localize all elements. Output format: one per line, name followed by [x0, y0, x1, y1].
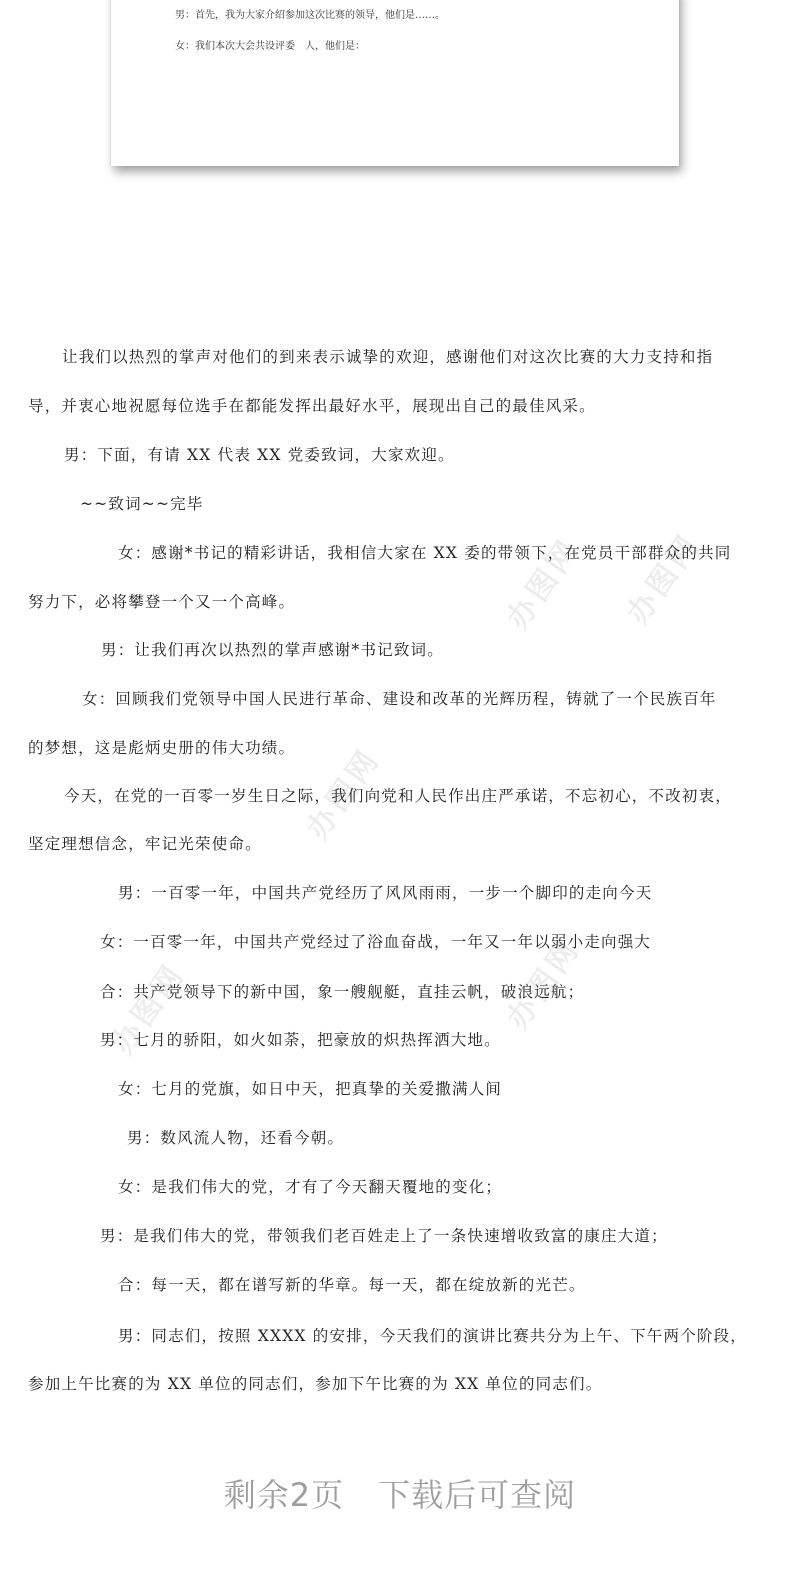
paragraph-line: 男：同志们，按照 XXXX 的安排，今天我们的演讲比赛共分为上午、下午两个阶段， [118, 1327, 747, 1345]
watermark: 办图网 [500, 932, 588, 1036]
watermark: 办图网 [105, 957, 193, 1061]
paragraph-line: 导，并衷心地祝愿每位选手在都能发挥出最好水平，展现出自己的最佳风采。 [28, 397, 596, 415]
watermark: 办图网 [620, 527, 708, 631]
paragraph-line: 女：是我们伟大的党，才有了今天翻天覆地的变化； [118, 1178, 503, 1196]
paragraph-line: 男：让我们再次以热烈的掌声感谢*书记致词。 [101, 641, 444, 659]
paragraph-line: 女：感谢*书记的精彩讲话，我相信大家在 XX 委的带领下，在党员干部群众的共同 [118, 544, 732, 562]
paragraph-line: 女：一百零一年，中国共产党经过了浴血奋战，一年又一年以弱小走向强大 [100, 933, 652, 951]
remaining-pages-notice [0, 1470, 800, 1516]
paragraph-line: 参加上午比赛的为 XX 单位的同志们，参加下午比赛的为 XX 单位的同志们。 [28, 1375, 603, 1393]
paragraph-line: 坚定理想信念，牢记光荣使命。 [28, 835, 262, 853]
paragraph-line: 男：数风流人物，还看今朝。 [127, 1129, 345, 1147]
paragraph-line: 的梦想，这是彪炳史册的伟大功绩。 [28, 739, 296, 757]
paragraph-line: 男：下面，有请 XX 代表 XX 党委致词，大家欢迎。 [64, 446, 455, 464]
paragraph-line: 女：七月的党旗，如日中天，把真挚的关爱撒满人间 [118, 1080, 503, 1098]
paragraph-line: 男：是我们伟大的党，带领我们老百姓走上了一条快速增收致富的康庄大道； [100, 1227, 668, 1245]
paragraph-line: 努力下，必将攀登一个又一个高峰。 [28, 593, 296, 611]
watermark: 办图网 [500, 532, 588, 636]
paragraph-line: 男：七月的骄阳，如火如荼，把豪放的炽热挥洒大地。 [100, 1031, 501, 1049]
paragraph-line: 合：每一天，都在谱写新的华章。每一天，都在绽放新的光芒。 [118, 1276, 586, 1294]
watermark: 办图网 [300, 742, 388, 846]
paragraph-line: 合：共产党领导下的新中国，象一艘舰艇，直挂云帆，破浪远航； [100, 983, 585, 1001]
paragraph-line: ~~致词~~完毕 [80, 495, 204, 513]
preview-line-1: 男：首先，我为大家介绍参加这次比赛的领导，他们是……。 [175, 10, 445, 21]
remaining-pages-text: 剩余2页 [223, 1476, 345, 1514]
document-preview-card [111, 0, 679, 166]
paragraph-line: 今天，在党的一百零一岁生日之际，我们向党和人民作出庄严承诺，不忘初心，不改初衷， [64, 787, 733, 805]
paragraph-line: 男：一百零一年，中国共产党经历了风风雨雨，一步一个脚印的走向今天 [118, 884, 653, 902]
download-to-view-text: 下载后可查阅 [378, 1476, 577, 1514]
preview-line-2: 女：我们本次大会共设评委 人，他们是： [175, 41, 365, 52]
paragraph-line: 让我们以热烈的掌声对他们的到来表示诚挚的欢迎，感谢他们对这次比赛的大力支持和指 [62, 348, 714, 366]
paragraph-line: 女：回顾我们党领导中国人民进行革命、建设和改革的光辉历程，铸就了一个民族百年 [82, 690, 717, 708]
